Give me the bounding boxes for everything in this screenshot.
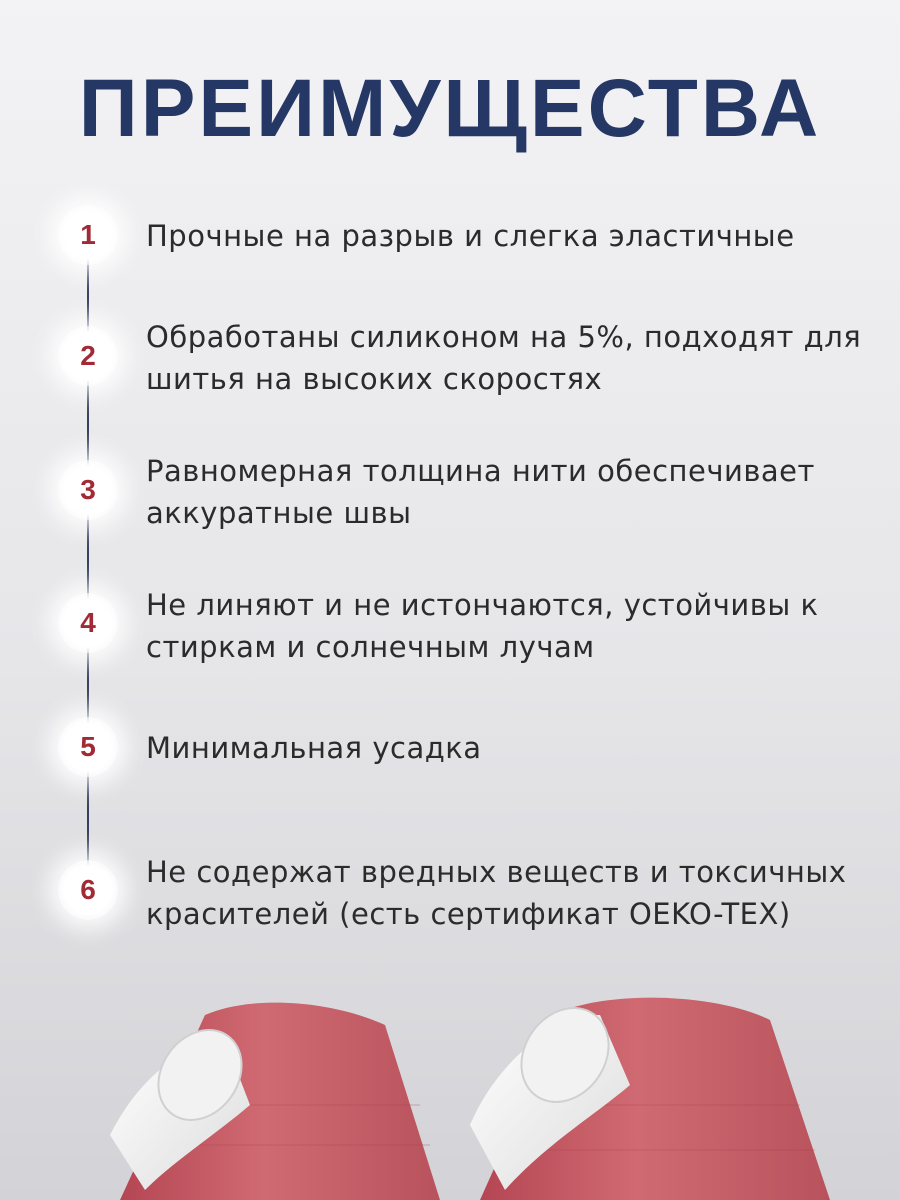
advantage-text-1: Прочные на разрыв и слегка эластичные (146, 219, 795, 253)
advantage-text-3: Равномерная толщина нити обеспечивает аккуратные швы (146, 454, 815, 530)
spool-left (110, 1003, 440, 1200)
number-badge-2: 2 (58, 326, 118, 386)
number-badge-5: 5 (58, 717, 118, 777)
advantage-text-4: Не линяют и не истончаются, устойчивы к стиркам и солнечным лучам (146, 588, 819, 664)
thread-spools-image (0, 985, 900, 1200)
advantage-text-5: Минимальная усадка (146, 731, 482, 765)
page-title: ПРЕИМУЩЕСТВА (78, 63, 822, 154)
number-badge-3: 3 (58, 460, 118, 520)
number-badge-1: 1 (58, 205, 118, 265)
advantage-text-2: Обработаны силиконом на 5%, подходят для шитья на высоких скоростях (146, 320, 862, 396)
number-badge-4: 4 (58, 593, 118, 653)
number-badge-6: 6 (58, 860, 118, 920)
spool-right (470, 991, 830, 1200)
advantage-text-6: Не содержат вредных веществ и токсичных красителей (есть сертификат OEKO-TEX) (146, 855, 847, 931)
